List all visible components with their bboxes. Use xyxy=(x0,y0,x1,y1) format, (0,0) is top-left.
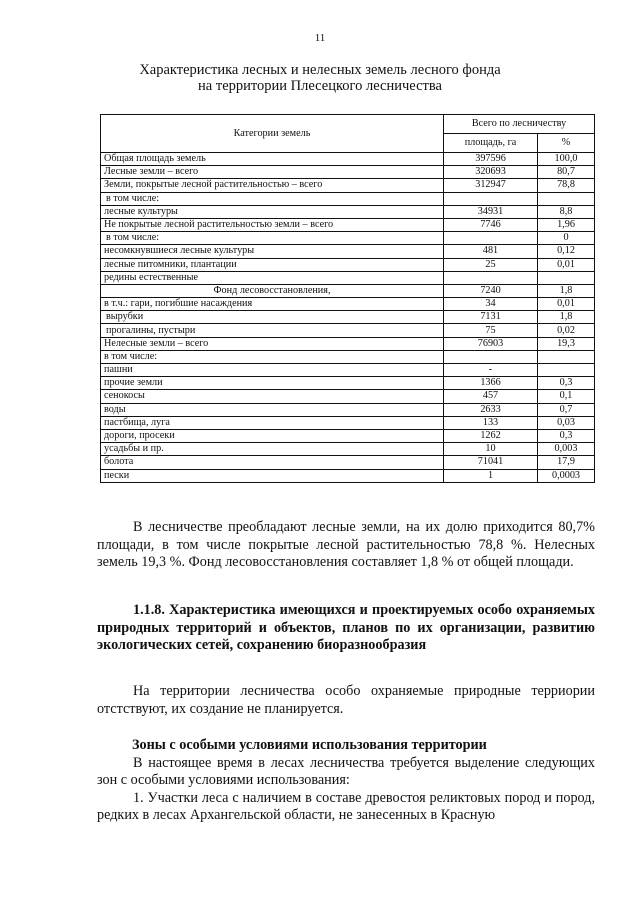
row-percent: 0 xyxy=(538,232,595,245)
row-percent: 1,96 xyxy=(538,218,595,231)
paragraph-protected-areas: На территории лесничества особо охраняемые природные терриории отстствуют, их создание не планируется. xyxy=(97,683,595,717)
row-percent: 8,8 xyxy=(538,205,595,218)
row-percent: 19,3 xyxy=(538,337,595,350)
row-area: 320693 xyxy=(444,166,538,179)
row-percent xyxy=(538,192,595,205)
row-area: 133 xyxy=(444,416,538,429)
row-area: 7131 xyxy=(444,311,538,324)
row-area: 1262 xyxy=(444,429,538,442)
row-area: 2633 xyxy=(444,403,538,416)
table-row xyxy=(101,166,595,179)
header-area: площадь, га xyxy=(444,134,538,153)
row-category: лесные питомники, плантации xyxy=(101,258,444,271)
row-area: 10 xyxy=(444,443,538,456)
row-percent: 0,01 xyxy=(538,258,595,271)
title-line-1: Характеристика лесных и нелесных земель лесного фонда xyxy=(139,62,501,78)
row-category: Общая площадь земель xyxy=(101,153,444,166)
table-row xyxy=(101,364,595,377)
table-title xyxy=(0,62,640,94)
row-percent: 1,8 xyxy=(538,284,595,297)
table-row xyxy=(101,245,595,258)
row-percent: 0,0003 xyxy=(538,469,595,482)
row-category: Нелесные земли – всего xyxy=(101,337,444,350)
row-percent: 0,12 xyxy=(538,245,595,258)
paragraph-land-share: В лесничестве преобладают лесные земли, на их долю приходится 80,7% площади, в том числе покрытые лесной растительностью 78,8 %. Нелесных земель 19,3 %. Фонд лесовосстановления составляет 1,8 % от общей площади. xyxy=(97,519,595,571)
special-zones-block xyxy=(97,737,595,825)
paragraph-zones-intro: В настоящее время в лесах лесничества требуется выделение следующих зон с особыми условиями использования: xyxy=(97,754,595,789)
header-category: Категории земель xyxy=(101,115,444,153)
row-area: 481 xyxy=(444,245,538,258)
page-number: 11 xyxy=(314,32,326,44)
row-percent: 0,1 xyxy=(538,390,595,403)
row-area: 71041 xyxy=(444,456,538,469)
row-percent xyxy=(538,350,595,363)
row-category: прочие земли xyxy=(101,377,444,390)
row-category: сенокосы xyxy=(101,390,444,403)
row-category: в том числе: xyxy=(101,232,444,245)
table-row xyxy=(101,324,595,337)
row-category: редины естественные xyxy=(101,271,444,284)
table-row xyxy=(101,443,595,456)
row-percent: 0,03 xyxy=(538,416,595,429)
row-area: 457 xyxy=(444,390,538,403)
row-percent: 0,02 xyxy=(538,324,595,337)
table-row xyxy=(101,390,595,403)
row-category: в т.ч.: гари, погибшие насаждения xyxy=(101,298,444,311)
row-percent: 17,9 xyxy=(538,456,595,469)
table-row xyxy=(101,192,595,205)
table-row xyxy=(101,337,595,350)
table-row xyxy=(101,429,595,442)
row-area: 7746 xyxy=(444,218,538,231)
row-area: 75 xyxy=(444,324,538,337)
row-category: Фонд лесовосстановления, xyxy=(101,284,444,297)
row-category: вырубки xyxy=(101,311,444,324)
row-category: Лесные земли – всего xyxy=(101,166,444,179)
table-row xyxy=(101,350,595,363)
row-percent: 78,8 xyxy=(538,179,595,192)
title-line-2: на территории Плесецкого лесничества xyxy=(198,78,442,94)
row-area: 1 xyxy=(444,469,538,482)
row-category: лесные культуры xyxy=(101,205,444,218)
table-row xyxy=(101,377,595,390)
row-area: 7240 xyxy=(444,284,538,297)
row-area: 312947 xyxy=(444,179,538,192)
table-row xyxy=(101,258,595,271)
row-area xyxy=(444,192,538,205)
row-category: болота xyxy=(101,456,444,469)
section-heading: 1.1.8. Характеристика имеющихся и проектируемых особо охраняемых природных территорий и объектов, планов по их организации, развитию экологических сетей, сохранению биоразнообразия xyxy=(97,602,595,654)
row-category: пастбища, луга xyxy=(101,416,444,429)
row-area: 34931 xyxy=(444,205,538,218)
row-category: воды xyxy=(101,403,444,416)
row-category: несомкнувшиеся лесные культуры xyxy=(101,245,444,258)
row-category: пески xyxy=(101,469,444,482)
table-row xyxy=(101,311,595,324)
row-area xyxy=(444,271,538,284)
table-row xyxy=(101,179,595,192)
subheading-special-zones: Зоны с особыми условиями использования территории xyxy=(132,737,487,753)
row-area: 25 xyxy=(444,258,538,271)
row-area: - xyxy=(444,364,538,377)
table-row xyxy=(101,469,595,482)
row-category: в том числе: xyxy=(101,350,444,363)
row-percent: 100,0 xyxy=(538,153,595,166)
row-category: прогалины, пустыри xyxy=(101,324,444,337)
table-row xyxy=(101,153,595,166)
row-area: 397596 xyxy=(444,153,538,166)
row-area: 1366 xyxy=(444,377,538,390)
table-row xyxy=(101,205,595,218)
row-percent: 1,8 xyxy=(538,311,595,324)
table-row xyxy=(101,298,595,311)
table-row xyxy=(101,271,595,284)
row-percent: 0,01 xyxy=(538,298,595,311)
table-row xyxy=(101,403,595,416)
row-area: 76903 xyxy=(444,337,538,350)
header-percent: % xyxy=(538,134,595,153)
row-area xyxy=(444,350,538,363)
row-percent: 0,7 xyxy=(538,403,595,416)
land-categories-table xyxy=(100,114,595,483)
table-row xyxy=(101,416,595,429)
row-category: пашни xyxy=(101,364,444,377)
row-percent: 80,7 xyxy=(538,166,595,179)
row-category: усадьбы и пр. xyxy=(101,443,444,456)
row-category: Не покрытые лесной растительностью земли – всего xyxy=(101,218,444,231)
table-row xyxy=(101,284,595,297)
header-total: Всего по лесничеству xyxy=(444,115,595,134)
row-category: в том числе: xyxy=(101,192,444,205)
row-category: дороги, просеки xyxy=(101,429,444,442)
row-percent: 0,003 xyxy=(538,443,595,456)
table-row xyxy=(101,218,595,231)
row-area xyxy=(444,232,538,245)
row-percent xyxy=(538,364,595,377)
row-category: Земли, покрытые лесной растительностью – всего xyxy=(101,179,444,192)
row-percent: 0,3 xyxy=(538,429,595,442)
table-body xyxy=(101,153,595,483)
table-row xyxy=(101,232,595,245)
paragraph-zone-item-1: 1. Участки леса с наличием в составе древостоя реликтовых пород и пород, редких в лесах Архангельской области, не занесенных в Красную xyxy=(97,789,595,824)
table-row xyxy=(101,456,595,469)
row-percent xyxy=(538,271,595,284)
row-area: 34 xyxy=(444,298,538,311)
row-percent: 0,3 xyxy=(538,377,595,390)
